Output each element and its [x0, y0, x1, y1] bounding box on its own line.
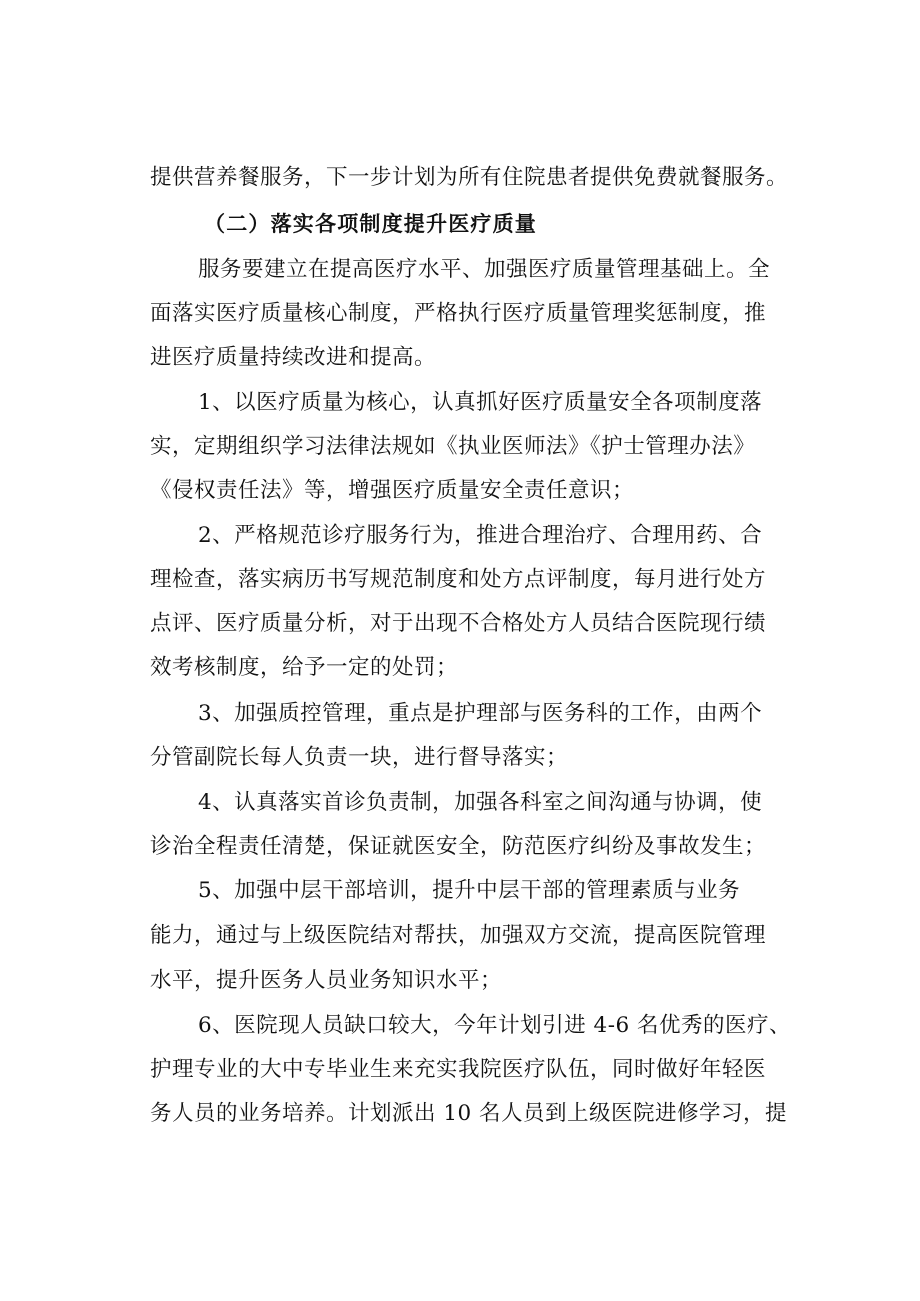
- section-heading: （二）落实各项制度提升医疗质量: [204, 212, 537, 236]
- text-line-3: 服务要建立在提高医疗水平、加强医疗质量管理基础上。全: [198, 257, 771, 282]
- list-item-6-line-2: 护理专业的大中专毕业生来充实我院医疗队伍，同时做好年轻医: [150, 1057, 767, 1082]
- text-line-4: 面落实医疗质量核心制度，严格执行医疗质量管理奖惩制度，推: [150, 301, 767, 326]
- list-item-3-line-1: 3、加强质控管理，重点是护理部与医务科的工作，由两个: [198, 701, 763, 726]
- list-item-2-line-2: 理检查，落实病历书写规范制度和处方点评制度，每月进行处方: [150, 567, 767, 592]
- list-item-2-line-4: 效考核制度，给予一定的处罚；: [150, 655, 459, 680]
- list-item-6-line-1: 6、医院现人员缺口较大，今年计划引进 4-6 名优秀的医疗、: [198, 1013, 791, 1038]
- list-item-2-line-1: 2、严格规范诊疗服务行为，推进合理治疗、合理用药、合: [198, 523, 763, 548]
- list-item-1-line-3: 《侵权责任法》等，增强医疗质量安全责任意识；: [150, 478, 635, 503]
- list-item-1-line-2: 实，定期组织学习法律法规如《执业医师法》《护士管理办法》: [150, 434, 756, 459]
- text-line-5: 进医疗质量持续改进和提高。: [150, 345, 437, 370]
- list-item-4-line-2: 诊治全程责任清楚，保证就医安全，防范医疗纠纷及事故发生；: [150, 834, 767, 859]
- list-item-5-line-3: 水平，提升医务人员业务知识水平；: [150, 968, 503, 993]
- list-item-2-line-3: 点评、医疗质量分析，对于出现不合格处方人员结合医院现行绩: [150, 611, 767, 636]
- list-item-1-line-1: 1、以医疗质量为核心，认真抓好医疗质量安全各项制度落: [198, 390, 763, 415]
- list-item-3-line-2: 分管副院长每人负责一块，进行督导落实；: [150, 745, 569, 770]
- list-item-5-line-2: 能力，通过与上级医院结对帮扶，加强双方交流，提高医院管理: [150, 923, 767, 948]
- list-item-6-line-3: 务人员的业务培养。计划派出 10 名人员到上级医院进修学习，提: [150, 1101, 788, 1126]
- list-item-5-line-1: 5、加强中层干部培训，提升中层干部的管理素质与业务: [198, 878, 741, 903]
- text-line-1: 提供营养餐服务，下一步计划为所有住院患者提供免费就餐服务。: [150, 165, 789, 190]
- list-item-4-line-1: 4、认真落实首诊负责制，加强各科室之间沟通与协调，使: [198, 790, 763, 815]
